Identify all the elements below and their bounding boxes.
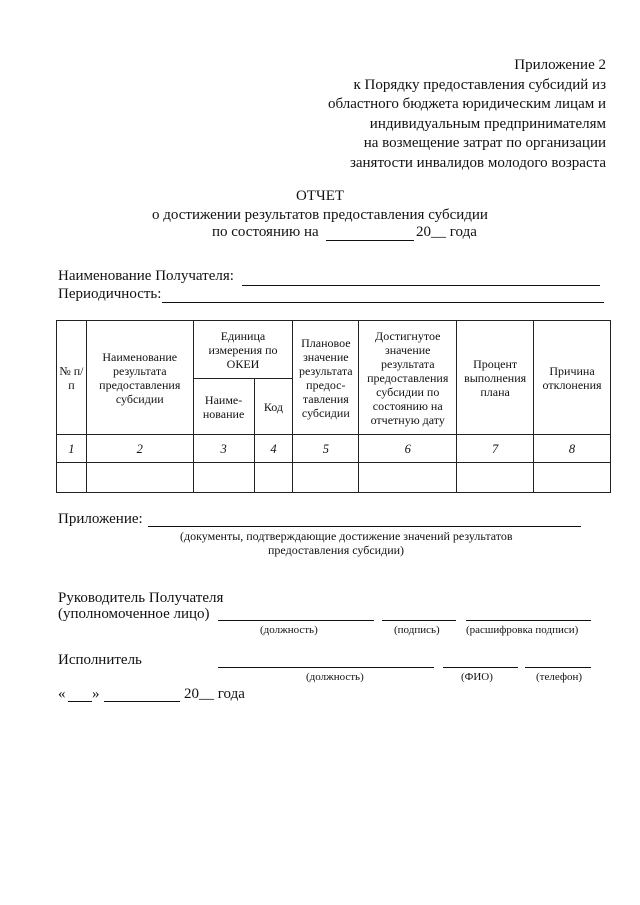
head-decoding-field[interactable] [466,620,591,621]
appendix-header [328,56,606,173]
date-open-quote: « [58,686,66,702]
recipient-label: Наименование Получателя: [58,268,234,284]
col-result-name-header: Наименование результата предоставления субсидии [86,321,193,435]
col-unit-group-header: Единица измерения по ОКЕИ [193,321,293,379]
table-cell[interactable] [86,463,193,493]
table-header-row [57,321,611,379]
executor-position-field[interactable] [218,667,434,668]
table-cell[interactable] [359,463,457,493]
table-number-row [57,435,611,463]
header-line: занятости инвалидов молодого возраста [349,154,606,171]
col-number: 3 [193,435,254,463]
header-line: Приложение 2 [514,57,606,73]
col-number: 6 [359,435,457,463]
table-cell[interactable] [57,463,87,493]
col-number: 5 [293,435,359,463]
col-number: 7 [457,435,534,463]
table-cell[interactable] [293,463,359,493]
attachment-label: Приложение: [58,511,143,527]
report-title: ОТЧЕТ [295,188,345,204]
table-cell[interactable] [457,463,534,493]
col-unit-code-header: Код [254,379,293,435]
table-row [57,463,611,493]
date-year: 20__ года [184,686,245,702]
periodicity-field[interactable] [162,302,604,303]
attachment-caption-2: предоставления субсидии) [268,543,405,557]
report-table [56,320,611,493]
col-number: 2 [86,435,193,463]
as-of-year: 20__ года [416,224,477,240]
head-position-field[interactable] [218,620,374,621]
executor-name-field[interactable] [443,667,518,668]
head-decoding-caption: (расшифровка подписи) [466,624,579,636]
as-of-label: по состоянию на [212,224,319,240]
date-day-field[interactable] [68,701,92,702]
col-planned-header: Плановое значение результата предос-тавления субсидии [293,321,359,435]
head-signature-caption: (подпись) [394,624,440,636]
head-signature-field[interactable] [382,620,456,621]
executor-phone-field[interactable] [525,667,591,668]
col-number: 8 [534,435,611,463]
col-achieved-header: Достигнутое значение результата предоставления субсидии по состоянию на отчетную дату [359,321,457,435]
col-unit-name-header: Наиме-нование [193,379,254,435]
report-subtitle: о достижении результатов предоставления субсидии [152,207,488,223]
col-num-header: № п/п [57,321,87,435]
head-label: Руководитель Получателя [58,590,224,606]
col-percent-header: Процент выполнения плана [457,321,534,435]
header-line: к Порядку предоставления субсидий из [353,76,606,93]
recipient-field[interactable] [242,285,600,286]
executor-position-caption: (должность) [306,671,364,683]
col-reason-header: Причина отклонения [534,321,611,435]
attachment-caption-1: (документы, подтверждающие достижение значений результатов [180,529,513,543]
col-number: 4 [254,435,293,463]
executor-phone-caption: (телефон) [536,671,583,683]
table-cell[interactable] [193,463,254,493]
date-close-quote: » [92,686,100,702]
col-number: 1 [57,435,87,463]
head-label-authorized: (уполномоченное лицо) [58,606,210,622]
header-line: индивидуальным предпринимателям [369,115,606,132]
periodicity-label: Периодичность: [58,286,162,302]
attachment-field[interactable] [148,526,581,527]
executor-label: Исполнитель [58,652,142,668]
table-cell[interactable] [534,463,611,493]
executor-name-caption: (ФИО) [461,671,493,683]
header-line: областного бюджета юридическим лицам и [328,96,606,112]
date-month-field[interactable] [104,701,180,702]
header-line: на возмещение затрат по организации [363,135,606,151]
as-of-date-line[interactable] [326,240,414,241]
head-position-caption: (должность) [260,624,318,636]
table-cell[interactable] [254,463,293,493]
